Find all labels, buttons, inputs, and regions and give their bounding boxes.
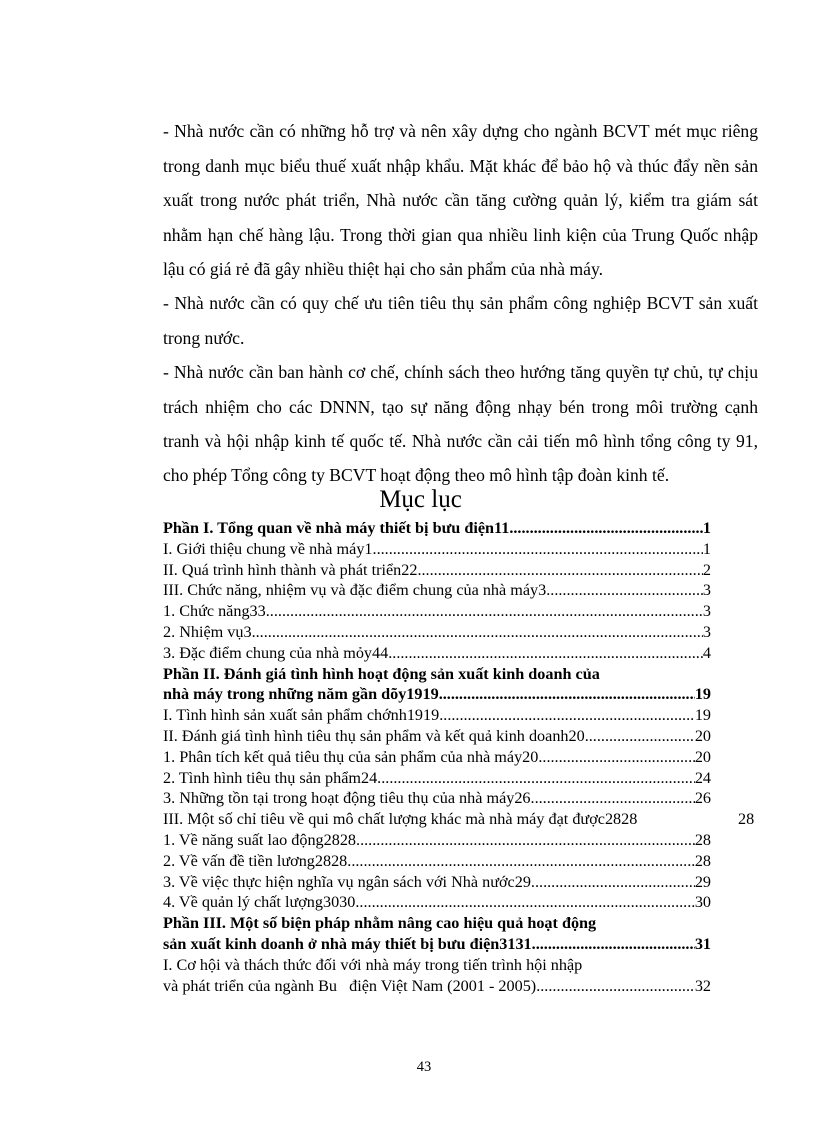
toc-entry[interactable] xyxy=(163,851,711,872)
toc-entry-label: Phần II. Đánh giá tình hình hoạt động sản xuất kinh doanh của xyxy=(163,664,600,683)
toc-entry[interactable] xyxy=(163,518,711,539)
toc-entry-page: 4 xyxy=(702,643,711,662)
table-of-contents xyxy=(163,518,755,996)
toc-entry-label: Phần III. Một số biện pháp nhằm nâng cao hiệu quả hoạt động xyxy=(163,914,597,933)
toc-entry-page: 29 xyxy=(694,872,711,891)
page-number: 43 xyxy=(416,1059,432,1075)
toc-entry[interactable] xyxy=(163,705,711,726)
toc-entry-label: 3. Những tồn tại trong hoạt động tiêu thụ của nhà máy26 xyxy=(163,789,531,808)
toc-entry-page: 19 xyxy=(694,706,711,725)
toc-entry[interactable] xyxy=(163,955,711,976)
toc-title: Mục lục xyxy=(379,486,462,513)
toc-entry[interactable] xyxy=(163,913,711,934)
toc-entry[interactable] xyxy=(163,684,711,705)
toc-entry[interactable] xyxy=(163,976,711,997)
toc-entry[interactable] xyxy=(163,768,711,789)
toc-entry[interactable] xyxy=(163,601,711,622)
toc-entry-label: 4. Về quản lý chất lượng3030 xyxy=(163,893,356,912)
toc-entry-page: 31 xyxy=(694,934,711,953)
toc-entry[interactable] xyxy=(163,580,711,601)
toc-entry-page: 28 xyxy=(694,830,711,849)
paragraph-1: - Nhà nước cần có những hỗ trợ và nên xây dựng cho ngành BCVT mét mục riêng trong danh mục biểu thuế xuất nhập khẩu. Mặt khác để bảo hộ và thúc đẩy nền sản xuất trong nước phát triển, Nhà nước cần tăng cường quản lý, kiểm tra giám sát nhằm hạn chế hàng lậu. Trong thời gian qua nhiều linh kiện của Trung Quốc nhập lậu có giá rẻ đã gây nhiều thiệt hại cho sản phẩm của nhà máy. xyxy=(163,121,758,280)
toc-entry-label: 1. Phân tích kết quả tiêu thụ của sản phẩm của nhà máy20 xyxy=(163,747,539,766)
paragraph-2: - Nhà nước cần có quy chế ưu tiên tiêu thụ sản phẩm công nghiệp BCVT sản xuất trong nước. xyxy=(163,293,758,348)
toc-entry-label: 2. Nhiệm vụ3 xyxy=(163,622,252,641)
toc-entry[interactable] xyxy=(163,560,711,581)
toc-entry[interactable] xyxy=(163,643,711,664)
toc-entry-label: nhà máy trong những năm gần dõy1919 xyxy=(163,685,439,704)
paragraph-3: - Nhà nước cần ban hành cơ chế, chính sách theo hướng tăng quyền tự chủ, tự chịu trách nhiệm cho các DNNN, tạo sự năng động nhạy bén trong môi trường cạnh tranh và hội nhập kinh tế quốc tế. Nhà nước cần cải tiến mô hình tổng công ty 91, cho phép Tổng công ty BCVT hoạt động theo mô hình tập đoàn kinh tế. xyxy=(163,362,758,486)
toc-entry-label: II. Quá trình hình thành và phát triển22 xyxy=(163,560,418,579)
toc-entry-label: III. Một số chỉ tiêu về qui mô chất lượng khác mà nhà máy đạt được2828 xyxy=(163,810,638,829)
toc-entry-page: 19 xyxy=(694,685,711,704)
toc-entry[interactable] xyxy=(163,539,711,560)
toc-entry-label: 1. Chức năng33 xyxy=(163,602,266,621)
toc-entry[interactable] xyxy=(163,830,711,851)
toc-entry-page: 24 xyxy=(694,768,711,787)
toc-entry-label: 3. Về việc thực hiện nghĩa vụ ngân sách với Nhà nước29 xyxy=(163,872,531,891)
toc-entry-page: 1 xyxy=(702,539,711,558)
toc-entry-label: Phần I. Tổng quan về nhà máy thiết bị bưu điện11 xyxy=(163,519,510,537)
toc-entry-label: I. Tình hình sản xuất sản phẩm chớnh1919 xyxy=(163,706,440,725)
toc-entry-page: 3 xyxy=(702,581,711,600)
toc-entry-page: 32 xyxy=(694,976,711,995)
toc-entry-label: 3. Đặc điểm chung của nhà mỏy44 xyxy=(163,643,389,662)
toc-entry-label: 2. Về vấn đề tiền lương2828 xyxy=(163,851,348,870)
toc-entry-page: 3 xyxy=(702,602,711,621)
toc-entry[interactable] xyxy=(163,747,711,768)
toc-entry-label: và phát triển của ngành Bu điện Việt Nam (2001 - 2005) xyxy=(163,976,537,995)
toc-entry[interactable] xyxy=(163,726,711,747)
toc-entry[interactable] xyxy=(163,934,711,955)
toc-entry-page: 1 xyxy=(702,519,711,537)
toc-entry-label: III. Chức năng, nhiệm vụ và đặc điểm chung của nhà máy3 xyxy=(163,581,547,600)
toc-entry-page: 2 xyxy=(702,560,711,579)
toc-entry[interactable] xyxy=(163,622,711,643)
toc-entry[interactable] xyxy=(163,872,711,893)
toc-entry[interactable] xyxy=(163,892,711,913)
toc-entry-page: 20 xyxy=(694,747,711,766)
toc-entry[interactable] xyxy=(163,788,711,809)
toc-entry[interactable] xyxy=(163,664,711,685)
toc-entry-label: I. Giới thiệu chung về nhà máy1 xyxy=(163,539,373,558)
body-text xyxy=(163,80,758,493)
toc-entry-page: 3 xyxy=(702,622,711,641)
toc-entry-page: 26 xyxy=(694,789,711,808)
toc-entry-label: II. Đánh giá tình hình tiêu thụ sản phẩm và kết quả kinh doanh20 xyxy=(163,726,585,745)
toc-entry-page: 28 xyxy=(694,851,711,870)
toc-entry-page: 30 xyxy=(694,893,711,912)
toc-entry-page: 28 xyxy=(738,810,755,829)
toc-entry-page: 20 xyxy=(694,726,711,745)
toc-entry-label: 2. Tình hình tiêu thụ sản phẩm24 xyxy=(163,768,378,787)
toc-entry-label: I. Cơ hội và thách thức đối với nhà máy trong tiến trình hội nhập xyxy=(163,955,583,974)
toc-entry-label: 1. Về năng suất lao động2828 xyxy=(163,830,357,849)
toc-entry-label: sản xuất kinh doanh ở nhà máy thiết bị bưu điện3131 xyxy=(163,934,532,953)
toc-entry[interactable] xyxy=(163,809,755,830)
